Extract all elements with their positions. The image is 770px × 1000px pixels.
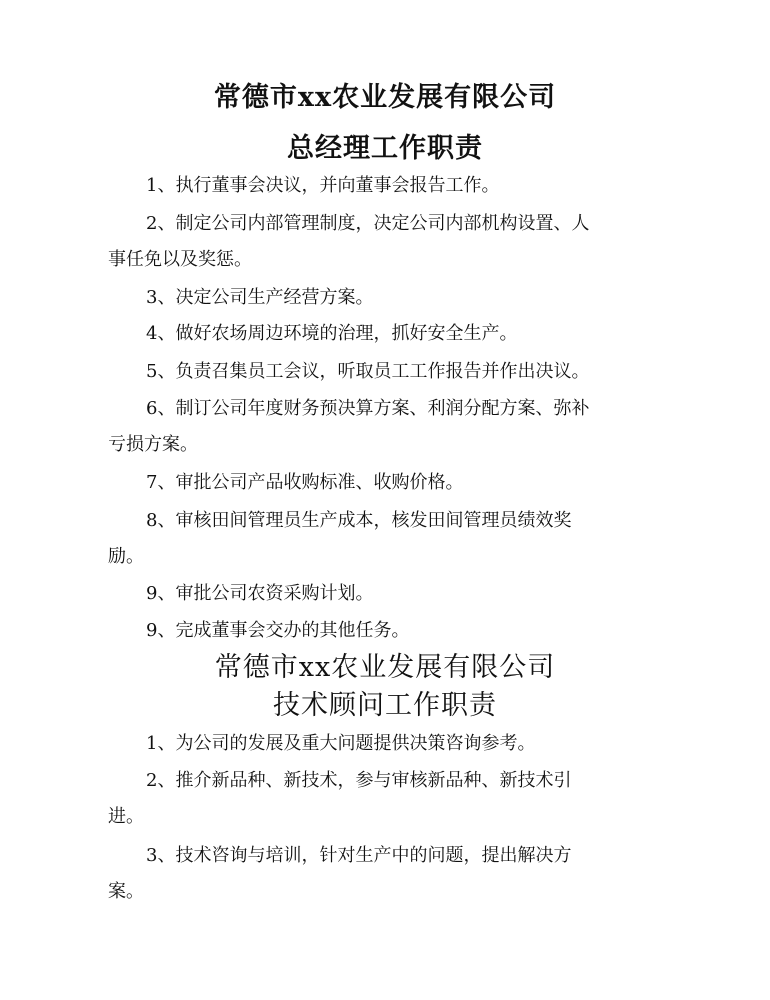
duty-item-text: 9、完成董事会交办的其他任务。: [146, 620, 410, 641]
duty-item-text: 8、审核田间管理员生产成本，核发田间管理员绩效奖: [146, 510, 572, 531]
duty-item: [108, 613, 668, 649]
duty-item-text: 3、决定公司生产经营方案。: [146, 287, 374, 308]
duty-item-continuation: 进。: [108, 806, 144, 827]
duty-item: [108, 838, 668, 910]
duty-item-text: 1、为公司的发展及重大问题提供决策咨询参考。: [146, 733, 536, 754]
duty-item-continuation: 事任免以及奖惩。: [108, 249, 252, 270]
duty-item: [108, 280, 668, 316]
duty-item-text: 9、审批公司农资采购计划。: [146, 583, 374, 604]
duty-item-text: 3、技术咨询与培训，针对生产中的问题，提出解决方: [146, 845, 572, 866]
duty-item: [108, 465, 668, 501]
duty-item: [108, 726, 668, 762]
company-title: 常德市xx农业发展有限公司: [214, 652, 556, 683]
duty-item: [108, 763, 668, 835]
duty-item-text: 1、执行董事会决议，并向董事会报告工作。: [146, 175, 500, 196]
duty-item-continuation: 励。: [108, 546, 144, 567]
duty-item-text: 5、负责召集员工会议，听取员工工作报告并作出决议。: [146, 361, 590, 382]
duty-item-continuation: 案。: [108, 881, 144, 902]
duty-item-text: 2、制定公司内部管理制度，决定公司内部机构设置、人: [146, 213, 590, 234]
duty-item-text: 2、推介新品种、新技术，参与审核新品种、新技术引: [146, 770, 572, 791]
role-title: 技术顾问工作职责: [273, 690, 497, 721]
duty-item: [108, 391, 668, 463]
duty-item-text: 4、做好农场周边环境的治理，抓好安全生产。: [146, 323, 518, 344]
company-title: 常德市xx农业发展有限公司: [213, 82, 557, 113]
duty-item-continuation: 亏损方案。: [108, 434, 198, 455]
duty-item: [108, 354, 668, 390]
duty-item: [108, 316, 668, 352]
role-title: 总经理工作职责: [287, 133, 483, 164]
duty-item: [108, 206, 668, 278]
duty-item: [108, 576, 668, 612]
duty-item-text: 7、审批公司产品收购标准、收购价格。: [146, 472, 464, 493]
duty-item: [108, 503, 668, 575]
duty-item-text: 6、制订公司年度财务预决算方案、利润分配方案、弥补: [146, 398, 590, 419]
duty-item: [108, 168, 668, 204]
